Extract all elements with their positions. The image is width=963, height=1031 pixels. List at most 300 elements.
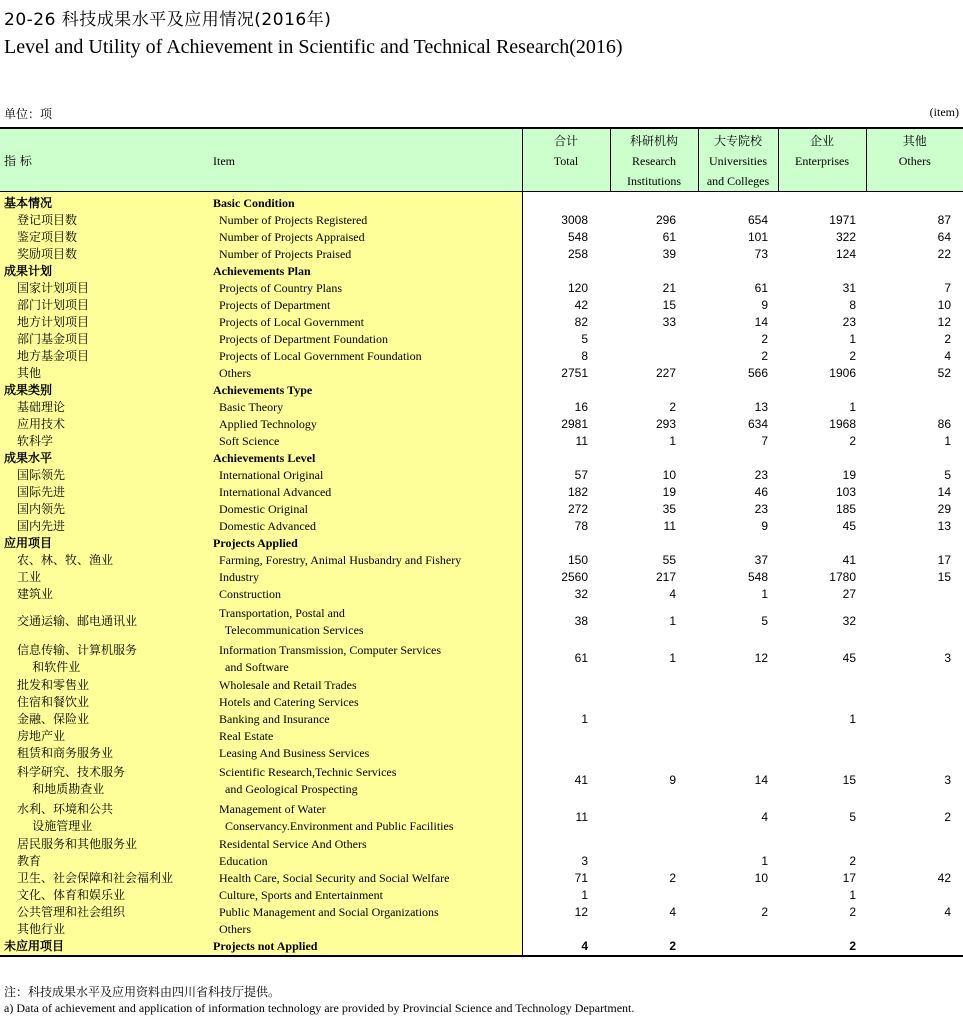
header-indicator: 指 标 <box>0 128 207 192</box>
row-label-cn: 基本情况 <box>0 192 207 213</box>
cell-research-institutions: 293 <box>655 417 676 431</box>
row-label-en: Projects of Local Government Foundation <box>207 348 522 365</box>
cell-enterprises: 185 <box>835 502 856 516</box>
cell-universities: 2 <box>761 905 768 919</box>
row-label-cn: 地方计划项目 <box>0 314 207 331</box>
cell-total: 3008 <box>561 213 588 227</box>
cell-research-institutions: 10 <box>662 468 676 482</box>
cell-universities: 2 <box>761 349 768 363</box>
row-label-cn: 工业 <box>0 569 207 586</box>
cell-universities <box>698 677 778 694</box>
cell-enterprises: 45 <box>842 519 856 533</box>
header-research-institutions: 科研机构 Research Institutions <box>610 128 698 192</box>
row-label-cn: 应用项目 <box>0 535 207 552</box>
cell-universities: 23 <box>754 468 768 482</box>
row-label-cn: 成果计划 <box>0 263 207 280</box>
cell-enterprises: 17 <box>842 871 856 885</box>
table-row <box>0 640 963 677</box>
cell-enterprises <box>778 677 866 694</box>
cell-others: 13 <box>937 519 951 533</box>
cell-total: 120 <box>567 281 588 295</box>
header-total: 合计 Total <box>522 128 610 192</box>
row-label-en: Real Estate <box>207 728 522 745</box>
cell-universities: 1 <box>761 854 768 868</box>
table-row <box>0 263 963 280</box>
table-row <box>0 297 963 314</box>
cell-research-institutions: 35 <box>662 502 676 516</box>
cell-others <box>866 887 963 904</box>
row-label-en: Projects Applied <box>207 535 522 552</box>
cell-universities: 23 <box>754 502 768 516</box>
cell-research-institutions <box>610 192 698 213</box>
cell-enterprises <box>778 921 866 938</box>
cell-universities <box>698 694 778 711</box>
cell-others: 64 <box>937 230 951 244</box>
table-row <box>0 870 963 887</box>
row-label-en: Basic Theory <box>207 399 522 416</box>
row-label-en: Hotels and Catering Services <box>207 694 522 711</box>
cell-total: 11 <box>575 434 588 448</box>
row-label-cn: 部门计划项目 <box>0 297 207 314</box>
row-label-en: Achievements Plan <box>207 263 522 280</box>
cell-total <box>522 921 610 938</box>
cell-research-institutions <box>610 263 698 280</box>
cell-others: 2 <box>944 810 951 824</box>
cell-enterprises <box>778 694 866 711</box>
cell-total <box>522 728 610 745</box>
row-label-cn: 地方基金项目 <box>0 348 207 365</box>
cell-total: 8 <box>581 349 588 363</box>
row-label-cn: 住宿和餐饮业 <box>0 694 207 711</box>
cell-universities: 46 <box>754 485 768 499</box>
cell-enterprises <box>778 728 866 745</box>
table-row <box>0 416 963 433</box>
cell-total: 2560 <box>561 570 588 584</box>
cell-others: 4 <box>944 349 951 363</box>
cell-enterprises: 1 <box>849 400 856 414</box>
row-label-en: Number of Projects Registered <box>207 212 522 229</box>
table-row <box>0 192 963 213</box>
table-row <box>0 694 963 711</box>
cell-others: 14 <box>937 485 951 499</box>
cell-enterprises <box>778 745 866 762</box>
cell-universities <box>698 711 778 728</box>
cell-others <box>866 921 963 938</box>
row-label-en: Others <box>207 921 522 938</box>
table-row <box>0 904 963 921</box>
cell-others: 86 <box>937 417 951 431</box>
cell-universities: 5 <box>761 614 768 628</box>
cell-others: 1 <box>944 434 951 448</box>
cell-total: 2981 <box>561 417 588 431</box>
cell-total: 57 <box>574 468 588 482</box>
cell-others <box>866 677 963 694</box>
cell-enterprises <box>778 450 866 467</box>
footnote-cn: 注：科技成果水平及应用资料由四川省科技厅提供。 <box>4 985 281 999</box>
table-row <box>0 484 963 501</box>
row-label-en: Number of Projects Appraised <box>207 229 522 246</box>
row-label-cn: 交通运输、邮电通讯业 <box>0 603 207 640</box>
cell-total <box>522 535 610 552</box>
unit-label-en: (item) <box>929 105 959 119</box>
row-label-en: Education <box>207 853 522 870</box>
row-label-en: Achievements Type <box>207 382 522 399</box>
row-label-en: Management of Water Conservancy.Environment and Public Facilities <box>207 799 522 836</box>
cell-universities <box>698 263 778 280</box>
row-label-en: International Original <box>207 467 522 484</box>
cell-total <box>522 677 610 694</box>
table-title-en: Level and Utility of Achievement in Scientific and Technical Research(2016) <box>4 36 623 58</box>
cell-research-institutions: 1 <box>669 651 676 665</box>
cell-total <box>522 836 610 853</box>
cell-total: 272 <box>567 502 588 516</box>
row-label-cn: 成果类别 <box>0 382 207 399</box>
cell-research-institutions <box>610 694 698 711</box>
cell-enterprises: 41 <box>842 553 856 567</box>
cell-others: 52 <box>937 366 951 380</box>
cell-universities: 61 <box>754 281 768 295</box>
cell-research-institutions <box>610 921 698 938</box>
row-label-cn: 鉴定项目数 <box>0 229 207 246</box>
row-label-cn: 其他行业 <box>0 921 207 938</box>
cell-total: 41 <box>574 773 588 787</box>
row-label-cn: 国际先进 <box>0 484 207 501</box>
row-label-cn: 公共管理和社会组织 <box>0 904 207 921</box>
row-label-cn: 奖励项目数 <box>0 246 207 263</box>
table-row <box>0 938 963 956</box>
table-row <box>0 348 963 365</box>
cell-total: 38 <box>574 614 588 628</box>
cell-others: 15 <box>937 570 951 584</box>
row-label-en: Information Transmission, Computer Services and Software <box>207 640 522 677</box>
cell-total: 1 <box>581 888 588 902</box>
row-label-en: Scientific Research,Technic Services and Geological Prospecting <box>207 762 522 799</box>
cell-others: 87 <box>937 213 951 227</box>
cell-research-institutions: 296 <box>655 213 676 227</box>
row-label-cn: 其他 <box>0 365 207 382</box>
cell-research-institutions: 1 <box>669 434 676 448</box>
row-label-en: Achievements Level <box>207 450 522 467</box>
table-row <box>0 212 963 229</box>
cell-research-institutions: 217 <box>655 570 676 584</box>
table-row <box>0 229 963 246</box>
cell-others <box>866 694 963 711</box>
cell-others <box>866 192 963 213</box>
cell-research-institutions <box>610 836 698 853</box>
cell-others: 3 <box>944 773 951 787</box>
table-row <box>0 603 963 640</box>
cell-research-institutions <box>610 853 698 870</box>
cell-enterprises: 19 <box>842 468 856 482</box>
cell-total: 82 <box>574 315 588 329</box>
cell-universities: 1 <box>761 587 768 601</box>
cell-enterprises: 32 <box>842 614 856 628</box>
header-universities: 大专院校 Universities and Colleges <box>698 128 778 192</box>
cell-enterprises: 1780 <box>829 570 856 584</box>
cell-enterprises: 23 <box>842 315 856 329</box>
cell-total: 78 <box>574 519 588 533</box>
cell-others: 17 <box>937 553 951 567</box>
row-label-cn: 国家计划项目 <box>0 280 207 297</box>
cell-research-institutions: 4 <box>669 587 676 601</box>
table-row <box>0 535 963 552</box>
cell-total: 182 <box>567 485 588 499</box>
row-label-en: Projects not Applied <box>207 938 522 956</box>
table-title-cn: 20-26 科技成果水平及应用情况(2016年) <box>4 10 332 30</box>
cell-enterprises: 1 <box>849 712 856 726</box>
row-label-cn: 房地产业 <box>0 728 207 745</box>
cell-enterprises <box>778 382 866 399</box>
cell-enterprises: 1968 <box>829 417 856 431</box>
table-row <box>0 314 963 331</box>
table-row <box>0 745 963 762</box>
row-label-en: Transportation, Postal and Telecommunication Services <box>207 603 522 640</box>
cell-enterprises: 1971 <box>829 213 856 227</box>
row-label-en: Projects of Local Government <box>207 314 522 331</box>
cell-research-institutions <box>610 450 698 467</box>
cell-universities <box>698 745 778 762</box>
row-label-cn: 部门基金项目 <box>0 331 207 348</box>
header-item: Item <box>207 128 522 192</box>
cell-research-institutions: 55 <box>662 553 676 567</box>
footnote-en: a) Data of achievement and application of information technology are provided by Provincial Science and Technology Department. <box>4 1001 635 1015</box>
cell-universities: 73 <box>754 247 768 261</box>
row-label-cn: 农、林、牧、渔业 <box>0 552 207 569</box>
cell-total: 61 <box>574 651 588 665</box>
cell-universities <box>698 382 778 399</box>
cell-total: 548 <box>567 230 588 244</box>
row-label-en: Soft Science <box>207 433 522 450</box>
row-label-en: Industry <box>207 569 522 586</box>
cell-research-institutions <box>610 745 698 762</box>
table-row <box>0 552 963 569</box>
cell-research-institutions <box>610 887 698 904</box>
cell-others: 5 <box>944 468 951 482</box>
cell-research-institutions: 11 <box>663 519 676 533</box>
cell-total <box>522 192 610 213</box>
row-label-en: Projects of Department <box>207 297 522 314</box>
cell-research-institutions: 2 <box>669 871 676 885</box>
row-label-en: Health Care, Social Security and Social Welfare <box>207 870 522 887</box>
row-label-cn: 建筑业 <box>0 586 207 603</box>
row-label-en: Leasing And Business Services <box>207 745 522 762</box>
table-row <box>0 921 963 938</box>
cell-total <box>522 382 610 399</box>
row-label-cn: 租赁和商务服务业 <box>0 745 207 762</box>
cell-enterprises: 2 <box>778 938 866 956</box>
cell-universities: 4 <box>761 810 768 824</box>
cell-research-institutions: 4 <box>669 905 676 919</box>
cell-universities <box>698 921 778 938</box>
cell-total: 150 <box>567 553 588 567</box>
cell-total <box>522 745 610 762</box>
cell-research-institutions <box>610 382 698 399</box>
cell-research-institutions <box>610 331 698 348</box>
cell-research-institutions: 1 <box>669 614 676 628</box>
cell-others <box>866 938 963 956</box>
cell-research-institutions: 15 <box>662 298 676 312</box>
table-row <box>0 853 963 870</box>
cell-total: 12 <box>574 905 588 919</box>
row-label-en: Applied Technology <box>207 416 522 433</box>
table-row <box>0 711 963 728</box>
row-label-cn: 国内先进 <box>0 518 207 535</box>
row-label-cn: 信息传输、计算机服务 和软件业 <box>0 640 207 677</box>
cell-universities: 13 <box>754 400 768 414</box>
row-label-en: Basic Condition <box>207 192 522 213</box>
header-others: 其他 Others <box>866 128 963 192</box>
cell-universities <box>698 450 778 467</box>
row-label-cn: 基础理论 <box>0 399 207 416</box>
table-row <box>0 433 963 450</box>
table-row <box>0 586 963 603</box>
cell-others <box>866 450 963 467</box>
cell-others: 12 <box>937 315 951 329</box>
cell-universities: 7 <box>761 434 768 448</box>
table-row <box>0 246 963 263</box>
cell-enterprises: 5 <box>849 810 856 824</box>
row-label-cn: 金融、保险业 <box>0 711 207 728</box>
row-label-cn: 软科学 <box>0 433 207 450</box>
table-row <box>0 280 963 297</box>
cell-research-institutions <box>610 677 698 694</box>
row-label-en: Projects of Department Foundation <box>207 331 522 348</box>
cell-total <box>522 694 610 711</box>
row-label-cn: 教育 <box>0 853 207 870</box>
cell-research-institutions <box>610 728 698 745</box>
cell-universities <box>698 728 778 745</box>
cell-universities: 14 <box>754 315 768 329</box>
cell-enterprises: 322 <box>835 230 856 244</box>
cell-enterprises: 2 <box>849 349 856 363</box>
row-label-cn: 成果水平 <box>0 450 207 467</box>
row-label-cn: 卫生、社会保障和社会福利业 <box>0 870 207 887</box>
cell-enterprises <box>778 535 866 552</box>
cell-others: 4 <box>944 905 951 919</box>
table-row <box>0 399 963 416</box>
row-label-en: Domestic Advanced <box>207 518 522 535</box>
cell-others: 3 <box>944 651 951 665</box>
cell-total: 3 <box>581 854 588 868</box>
cell-others: 2 <box>944 332 951 346</box>
cell-universities: 9 <box>761 519 768 533</box>
cell-total: 32 <box>574 587 588 601</box>
cell-total: 4 <box>522 938 610 956</box>
row-label-en: Domestic Original <box>207 501 522 518</box>
table-row <box>0 382 963 399</box>
cell-universities <box>698 938 778 956</box>
cell-universities: 10 <box>754 871 768 885</box>
cell-research-institutions: 9 <box>669 773 676 787</box>
table-row <box>0 728 963 745</box>
table-row <box>0 450 963 467</box>
cell-total: 258 <box>567 247 588 261</box>
cell-enterprises: 1906 <box>829 366 856 380</box>
row-label-cn: 国内领先 <box>0 501 207 518</box>
table-row <box>0 569 963 586</box>
cell-universities: 14 <box>754 773 768 787</box>
cell-enterprises: 45 <box>842 651 856 665</box>
cell-others <box>866 728 963 745</box>
cell-enterprises <box>778 836 866 853</box>
cell-enterprises: 103 <box>835 485 856 499</box>
cell-universities: 566 <box>747 366 768 380</box>
table-row <box>0 365 963 382</box>
row-label-cn: 未应用项目 <box>0 938 207 956</box>
row-label-en: Number of Projects Praised <box>207 246 522 263</box>
cell-others <box>866 836 963 853</box>
cell-total: 71 <box>574 871 588 885</box>
cell-others <box>866 263 963 280</box>
row-label-cn: 居民服务和其他服务业 <box>0 836 207 853</box>
cell-enterprises: 1 <box>849 888 856 902</box>
cell-total: 5 <box>581 332 588 346</box>
table-row <box>0 836 963 853</box>
cell-others: 29 <box>937 502 951 516</box>
row-label-en: Farming, Forestry, Animal Husbandry and Fishery <box>207 552 522 569</box>
cell-enterprises: 2 <box>849 905 856 919</box>
cell-research-institutions: 21 <box>662 281 676 295</box>
cell-universities: 101 <box>747 230 768 244</box>
row-label-cn: 应用技术 <box>0 416 207 433</box>
table-header-row <box>0 128 963 192</box>
row-label-en: Others <box>207 365 522 382</box>
cell-total <box>522 450 610 467</box>
cell-universities <box>698 192 778 213</box>
cell-others <box>866 853 963 870</box>
row-label-en: Wholesale and Retail Trades <box>207 677 522 694</box>
row-label-cn: 文化、体育和娱乐业 <box>0 887 207 904</box>
row-label-en: Banking and Insurance <box>207 711 522 728</box>
cell-enterprises: 124 <box>835 247 856 261</box>
table-row <box>0 762 963 799</box>
cell-universities: 548 <box>747 570 768 584</box>
cell-others: 22 <box>937 247 951 261</box>
cell-universities: 12 <box>754 651 768 665</box>
cell-total: 11 <box>575 810 588 824</box>
cell-research-institutions: 61 <box>662 230 676 244</box>
cell-research-institutions: 39 <box>662 247 676 261</box>
cell-enterprises: 2 <box>849 854 856 868</box>
row-label-cn: 批发和零售业 <box>0 677 207 694</box>
cell-total: 1 <box>581 712 588 726</box>
cell-universities: 2 <box>761 332 768 346</box>
cell-total: 2751 <box>561 366 588 380</box>
unit-label-cn: 单位：项 <box>4 107 53 121</box>
header-enterprises: 企业 Enterprises <box>778 128 866 192</box>
cell-enterprises <box>778 263 866 280</box>
cell-total: 42 <box>574 298 588 312</box>
table-row <box>0 799 963 836</box>
cell-others: 10 <box>937 298 951 312</box>
row-label-en: Projects of Country Plans <box>207 280 522 297</box>
cell-research-institutions: 227 <box>655 366 676 380</box>
table-row <box>0 467 963 484</box>
row-label-cn: 科学研究、技术服务 和地质勘查业 <box>0 762 207 799</box>
cell-others <box>866 382 963 399</box>
row-label-en: Construction <box>207 586 522 603</box>
cell-others: 7 <box>944 281 951 295</box>
table-row <box>0 887 963 904</box>
cell-others <box>866 711 963 728</box>
cell-research-institutions: 33 <box>662 315 676 329</box>
statistics-table <box>0 127 963 957</box>
row-label-en: International Advanced <box>207 484 522 501</box>
cell-others <box>866 586 963 603</box>
cell-research-institutions: 2 <box>610 938 698 956</box>
table-row <box>0 677 963 694</box>
cell-enterprises: 15 <box>842 773 856 787</box>
